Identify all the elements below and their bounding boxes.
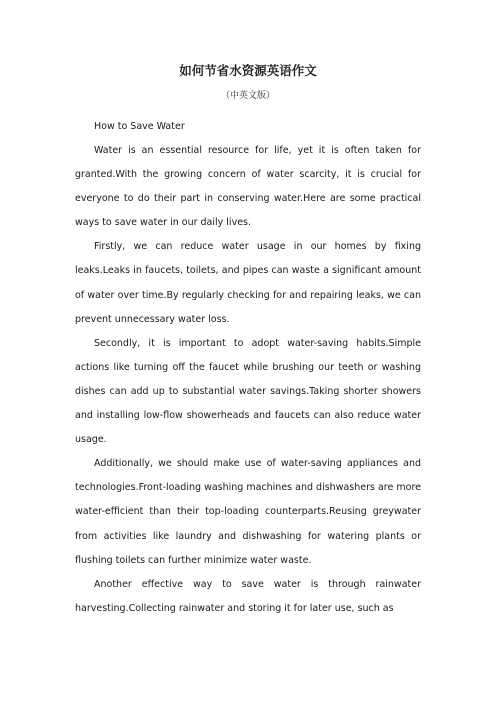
document-title: 如何节省水资源英语作文 (179, 63, 317, 78)
paragraph-fix-leaks: Firstly, we can reduce water usage in our homes by fixing leaks.Leaks in faucets, toilets, and pipes can waste a significant amount of water over time.By regularly checking for and repairing leaks, we can prevent unnecessary water loss. (75, 241, 421, 325)
paragraph-habits: Secondly, it is important to adopt water-saving habits.Simple actions like turning off the faucet while brushing our teeth or washing dishes can add up to substantial water savings.Taking shorter showers and installing low-flow showerheads and faucets can also reduce water usage. (75, 337, 421, 446)
paragraph-appliances: Additionally, we should make use of water-saving appliances and technologies.Front-loading washing machines and dishwashers are more water-efficient than their top-loading counterparts.Reusing greywater from activities like laundry and dishwashing for watering plants or flushing toilets can further minimize water waste. (75, 458, 421, 566)
paragraph-rainwater: Another effective way to save water is through rainwater harvesting.Collecting rainwater and storing it for later use, such as (75, 578, 421, 614)
paragraph-intro: Water is an essential resource for life, yet it is often taken for granted.With the growing concern of water scarcity, it is crucial for everyone to do their part in conserving water.Here are some practical ways to save water in our daily lives. (75, 145, 421, 229)
document-subtitle: （中英文版） (220, 91, 275, 101)
essay-heading: How to Save Water (94, 121, 185, 132)
